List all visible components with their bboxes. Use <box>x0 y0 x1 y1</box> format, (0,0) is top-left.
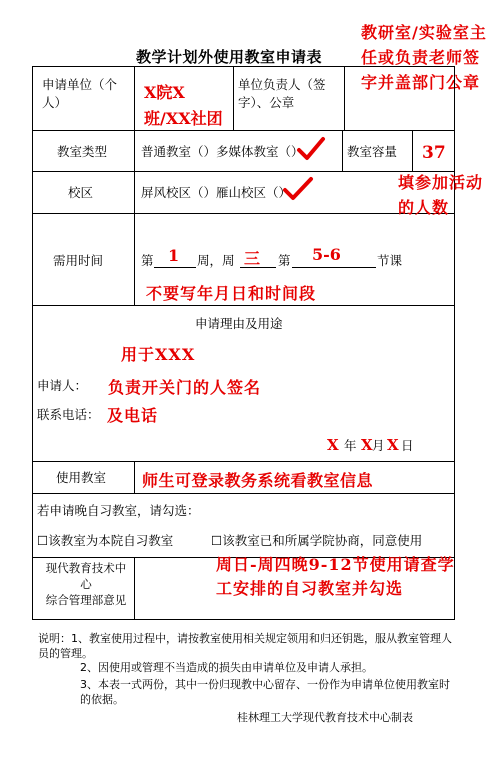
periods-value: 5-6 <box>312 245 341 264</box>
phone-label: 联系电话： <box>37 407 100 422</box>
evening-annotation: 周日-周四晚9-12节使用请查学工安排的自习教室并勾选 <box>216 555 455 598</box>
room-type-close: ） <box>291 144 304 159</box>
date-day-label: 日 <box>401 438 414 453</box>
annotation-signature-note: 教研室/实验室主任或负责老师签字并盖部门公章 <box>361 23 487 92</box>
date-month-value: X <box>361 436 373 454</box>
unit-label: 申请单位（个人） <box>42 77 118 110</box>
footer-credit: 桂林理工大学现代教育技术中心制表 <box>237 711 413 724</box>
evening-prompt: 若申请晚自习教室，请勾选： <box>37 503 200 518</box>
time-week-suffix: 周，周 <box>197 253 235 268</box>
time-period-suffix: 节课 <box>377 253 403 268</box>
room-type-label: 教室类型 <box>57 144 108 159</box>
capacity-annotation: 填参加活动的人数 <box>398 173 484 217</box>
reason-header: 申请理由及用途 <box>195 316 283 331</box>
time-label: 需用时间 <box>53 253 104 268</box>
form-title: 教学计划外使用教室申请表 <box>136 48 323 66</box>
center-opinion-line1: 现代教育技术中 <box>45 561 127 575</box>
capacity-label: 教室容量 <box>347 144 398 159</box>
evening-option-negotiated[interactable]: ☐该教室已和所属学院协商，同意使用 <box>211 533 423 548</box>
campus-close: ） <box>278 185 292 200</box>
applicant-annotation: 负责开关门的人签名 <box>108 378 262 397</box>
unit-value: X院X班/XX社团 <box>144 83 223 128</box>
time-week-prefix: 第 <box>141 253 154 268</box>
date-month-label: 月 <box>372 438 385 453</box>
reason-value: 用于XXX <box>121 345 196 364</box>
room-type-options-text: 普通教室（）多媒体教室（ <box>141 144 292 159</box>
time-day-suffix: 第 <box>278 253 291 268</box>
date-day-value: X <box>387 436 399 454</box>
campus-options <box>141 184 291 202</box>
evening-option-own[interactable]: ☐该教室为本院自习教室 <box>37 533 174 548</box>
date-year-label: 年 <box>344 438 357 453</box>
date-year-value: X <box>327 436 339 454</box>
room-type-options <box>141 143 304 161</box>
applicant-label: 申请人： <box>37 378 88 393</box>
footer-note-1: 说明：1、教室使用过程中，请按教室使用相关规定领用和归还钥匙，服从教室管理人员的管理。 <box>38 632 452 660</box>
room-used-annotation: 师生可登录教务系统看教室信息 <box>142 471 374 490</box>
center-opinion-line2: 心 <box>80 577 92 591</box>
capacity-value: 37 <box>422 143 446 163</box>
campus-options-text: 屏风校区（）雁山校区（ <box>141 185 279 200</box>
day-value: 三 <box>244 249 261 268</box>
footer-note-3: 3、本表一式两份，其中一份归现教中心留存、一份作为申请单位使用教室时的依据。 <box>80 678 450 706</box>
room-used-label: 使用教室 <box>56 470 107 485</box>
phone-annotation: 及电话 <box>107 406 159 425</box>
check-mark-icon <box>296 136 326 162</box>
time-annotation: 不要写年月日和时间段 <box>146 284 317 303</box>
week-value: 1 <box>168 246 180 265</box>
center-opinion-label <box>40 560 132 608</box>
center-opinion-line3: 综合管理部意见 <box>45 593 127 607</box>
unit-head-label: 单位负责人（签字）、公章 <box>238 77 326 110</box>
check-mark-icon <box>282 176 314 202</box>
campus-label: 校区 <box>68 185 94 200</box>
footer-note-2: 2、因使用或管理不当造成的损失由申请单位及申请人承担。 <box>80 661 373 674</box>
